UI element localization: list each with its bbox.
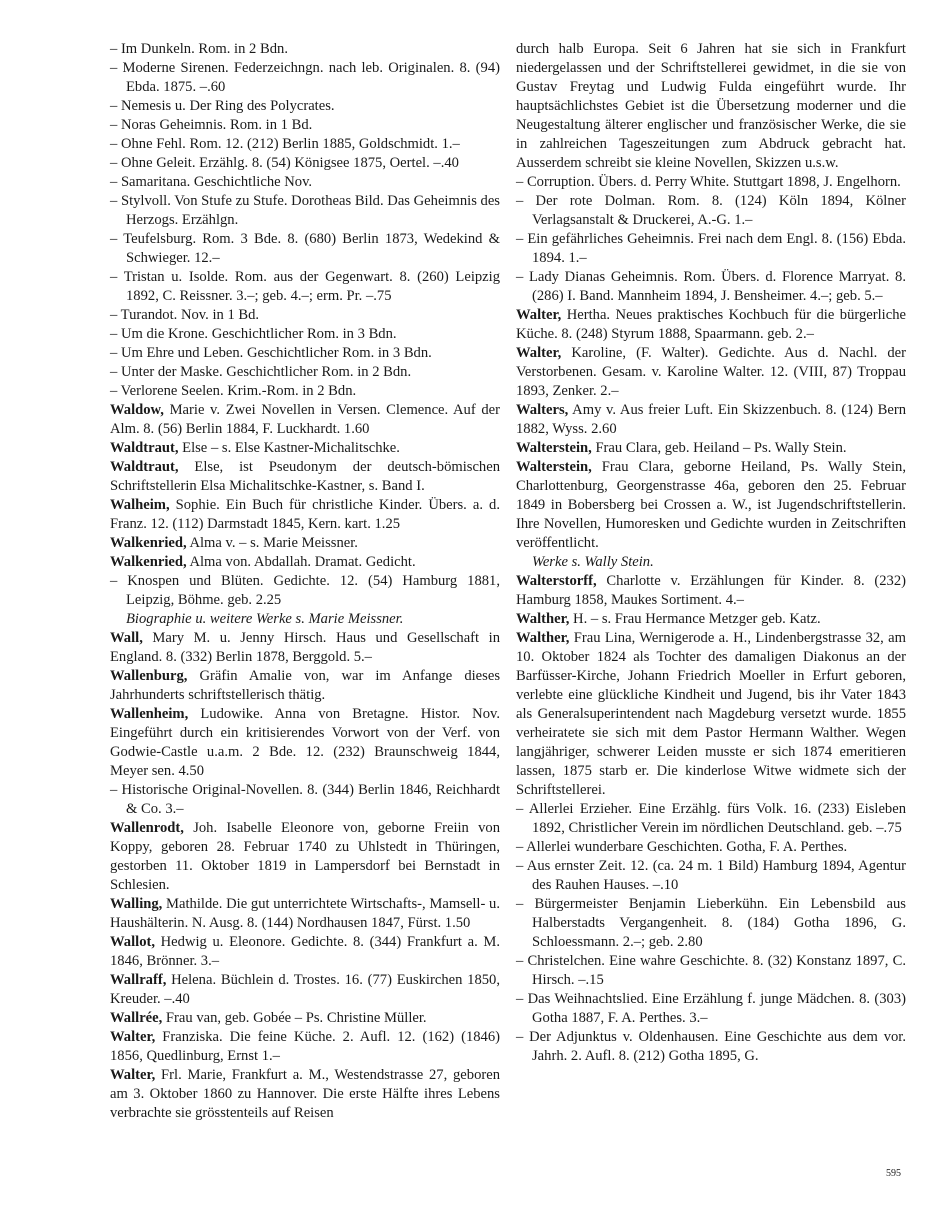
entry bbox=[110, 439, 500, 458]
entry bbox=[110, 401, 500, 439]
work-item: – Im Dunkeln. Rom. in 2 Bdn. bbox=[110, 41, 288, 57]
entry bbox=[516, 610, 906, 629]
work-item: – Moderne Sirenen. Federzeichngn. nach leb. Originalen. 8. (94) Ebda. 1875. –.60 bbox=[110, 60, 500, 95]
entry-text: Mathilde. Die gut unterrichtete Wirtschafts-, Mamsell- u. Haushälterin. N. Ausg. 8. (144) Nordhausen 1847, Fürst. 1.50 bbox=[110, 896, 500, 931]
work-item: – Ohne Geleit. Erzählg. 8. (54) Königsee 1875, Oertel. –.40 bbox=[110, 155, 459, 171]
entry bbox=[110, 667, 500, 705]
entry-text: Helena. Büchlein d. Trostes. 16. (77) Euskirchen 1850, Kreuder. –.40 bbox=[110, 972, 500, 1007]
entry-text: Hedwig u. Eleonore. Gedichte. 8. (344) Frankfurt a. M. 1846, Brönner. 3.– bbox=[110, 934, 500, 969]
entry-text: Frau Clara, geborne Heiland, Ps. Wally Stein, Charlottenburg, Georgenstrasse 46a, geboren den 25. Februar 1849 in Bobersberg bei Crossen a. W., ist Jugendschriftstellerin. Ihre Novellen, Humoresken und Gedichte wurden in Zeitschriften veröffentlicht. bbox=[516, 459, 906, 551]
entry bbox=[516, 401, 906, 439]
page-number: 595 bbox=[886, 1168, 901, 1179]
entry-headword: Wallenrodt, bbox=[110, 820, 184, 836]
right-column bbox=[516, 40, 906, 1066]
entry-text: Hertha. Neues praktisches Kochbuch für die bürgerliche Küche. 8. (248) Styrum 1888, Spaarmann. geb. 2.– bbox=[516, 307, 906, 342]
entry-text: Alma v. – s. Marie Meissner. bbox=[186, 535, 358, 551]
entry-text: Amy v. Aus freier Luft. Ein Skizzenbuch. 8. (124) Bern 1882, Wyss. 2.60 bbox=[516, 402, 906, 437]
work-item: – Allerlei wunderbare Geschichten. Gotha, F. A. Perthes. bbox=[516, 839, 848, 855]
cross-reference-note: Werke s. Wally Stein. bbox=[532, 554, 654, 570]
work-item: – Christelchen. Eine wahre Geschichte. 8. (32) Konstanz 1897, C. Hirsch. –.15 bbox=[516, 953, 906, 988]
entry-headword: Walter, bbox=[516, 345, 562, 361]
entry-text: Mary M. u. Jenny Hirsch. Haus und Gesellschaft in England. 8. (332) Berlin 1878, Berggold. 5.– bbox=[110, 630, 500, 665]
entry-text: Karoline, (F. Walter). Gedichte. Aus d. Nachl. der Verstorbenen. Gesam. v. Karoline Walter. 12. (VIII, 87) Troppau 1893, Zenker. 2.– bbox=[516, 345, 906, 399]
entry-headword: Walterstein, bbox=[516, 459, 592, 475]
entry-headword: Walter, bbox=[110, 1029, 156, 1045]
entry bbox=[110, 971, 500, 1009]
entry bbox=[516, 40, 906, 173]
entry-headword: Waldow, bbox=[110, 402, 164, 418]
entry-text: durch halb Europa. Seit 6 Jahren hat sie sich in Frankfurt niedergelassen und der Schriftstellerei gewidmet, in die sie von Gustav Freytag und Ludwig Fulda eingeführt wurde. Ihr hauptsächlichstes Gebiet ist die Übersetzung moderner und die Neugestaltung älterer englischer und französischer Werke, die sie in zahlreichen Tageszeitungen zum Abdruck gebracht hat. Ausserdem schreibt sie kleine Novellen, Skizzen u.s.w. bbox=[516, 41, 906, 171]
entry bbox=[110, 705, 500, 781]
cross-reference-note: Biographie u. weitere Werke s. Marie Meissner. bbox=[126, 611, 404, 627]
work-item: – Der rote Dolman. Rom. 8. (124) Köln 1894, Kölner Verlagsanstalt & Druckerei, A.-G. 1.– bbox=[516, 193, 906, 228]
entry bbox=[516, 439, 906, 458]
entry-headword: Wallot, bbox=[110, 934, 155, 950]
entry bbox=[516, 344, 906, 401]
entry-text: Joh. Isabelle Eleonore von, geborne Freiin von Koppy, geboren 28. Februar 1740 zu Uhlstedt in Thüringen, gestorben 11. Oktober 1819 in Lampersdorf bei Bernstadt in Schlesien. bbox=[110, 820, 500, 893]
entry bbox=[110, 496, 500, 534]
entry-headword: Wallraff, bbox=[110, 972, 167, 988]
entry-headword: Walling, bbox=[110, 896, 163, 912]
work-item: – Um die Krone. Geschichtlicher Rom. in 3 Bdn. bbox=[110, 326, 397, 342]
entry-headword: Wallrée, bbox=[110, 1010, 163, 1026]
entry-text: H. – s. Frau Hermance Metzger geb. Katz. bbox=[569, 611, 821, 627]
entry bbox=[110, 1028, 500, 1066]
work-item: – Knospen und Blüten. Gedichte. 12. (54) Hamburg 1881, Leipzig, Böhme. geb. 2.25 bbox=[110, 573, 500, 608]
work-item: – Nemesis u. Der Ring des Polycrates. bbox=[110, 98, 335, 114]
work-item: – Bürgermeister Benjamin Lieberkühn. Ein Lebensbild aus Halberstadts Vergangenheit. 8. (184) Gotha 1896, G. Schloessmann. 2.–; geb. 2.80 bbox=[516, 896, 906, 950]
entry-text: Charlotte v. Erzählungen für Kinder. 8. (232) Hamburg 1858, Maukes Sortiment. 4.– bbox=[516, 573, 906, 608]
work-item: – Um Ehre und Leben. Geschichtlicher Rom. in 3 Bdn. bbox=[110, 345, 432, 361]
entry-headword: Walterstein, bbox=[516, 440, 592, 456]
work-item: – Ein gefährliches Geheimnis. Frei nach dem Engl. 8. (156) Ebda. 1894. 1.– bbox=[516, 231, 906, 266]
entry-headword: Wall, bbox=[110, 630, 143, 646]
entry-headword: Waldtraut, bbox=[110, 459, 179, 475]
entry bbox=[516, 572, 906, 610]
work-item: – Der Adjunktus v. Oldenhausen. Eine Geschichte aus dem vor. Jahrh. 2. Aufl. 8. (212) Gotha 1895, G. bbox=[516, 1029, 906, 1064]
entry-headword: Walheim, bbox=[110, 497, 170, 513]
entry-headword: Waldtraut, bbox=[110, 440, 179, 456]
entry-text: Else, ist Pseudonym der deutsch-bömischen Schriftstellerin Elsa Michalitschke-Kastner, s. Band I. bbox=[110, 459, 500, 494]
work-item: – Teufelsburg. Rom. 3 Bde. 8. (680) Berlin 1873, Wedekind & Schwieger. 12.– bbox=[110, 231, 500, 266]
work-item: – Aus ernster Zeit. 12. (ca. 24 m. 1 Bild) Hamburg 1894, Agentur des Rauhen Hauses. –.10 bbox=[516, 858, 906, 893]
entry-text: Frau Lina, Wernigerode a. H., Lindenbergstrasse 32, am 10. Oktober 1824 als Tochter des damaligen Diakonus an der Barfüsser-Kirche, Johann Friedrich Moeller in Erfurt geboren, verlebte eine glückliche Kindheit und Jugend, bis ihr Vater 1843 als Generalsuperintendent nach Magdeburg versetzt wurde. 1855 verheiratete sie sich mit dem Pastor Hermann Walther. Wegen langjähriger, schwerer Leiden musste er sich 1874 emeritieren lassen, 1875 starb er. Die kinderlose Witwe widmete sich der Schriftstellerei. bbox=[516, 630, 906, 798]
entry bbox=[110, 629, 500, 667]
entry-text: Marie v. Zwei Novellen in Versen. Clemence. Auf der Alm. 8. (56) Berlin 1884, F. Luckhardt. 1.60 bbox=[110, 402, 500, 437]
entry-text: Sophie. Ein Buch für christliche Kinder. Übers. a. d. Franz. 12. (112) Darmstadt 1845, Kern. kart. 1.25 bbox=[110, 497, 500, 532]
work-item: – Lady Dianas Geheimnis. Rom. Übers. d. Florence Marryat. 8. (286) I. Band. Mannheim 1894, J. Bensheimer. 4.–; geb. 5.– bbox=[516, 269, 906, 304]
entry-headword: Walterstorff, bbox=[516, 573, 597, 589]
entry-headword: Walkenried, bbox=[110, 535, 187, 551]
entry bbox=[110, 819, 500, 895]
work-item: – Tristan u. Isolde. Rom. aus der Gegenwart. 8. (260) Leipzig 1892, C. Reissner. 3.–; geb. 4.–; erm. Pr. –.75 bbox=[110, 269, 500, 304]
entry-text: Alma von. Abdallah. Dramat. Gedicht. bbox=[186, 554, 416, 570]
entry bbox=[110, 534, 500, 553]
entry bbox=[110, 553, 500, 572]
entry bbox=[110, 933, 500, 971]
entry bbox=[110, 458, 500, 496]
entry bbox=[110, 1009, 500, 1028]
work-item: – Ohne Fehl. Rom. 12. (212) Berlin 1885, Goldschmidt. 1.– bbox=[110, 136, 460, 152]
work-item: – Das Weihnachtslied. Eine Erzählung f. junge Mädchen. 8. (303) Gotha 1887, F. A. Perthes. 3.– bbox=[516, 991, 906, 1026]
entry-text: Frau Clara, geb. Heiland – Ps. Wally Stein. bbox=[591, 440, 847, 456]
entry-text: Else – s. Else Kastner-Michalitschke. bbox=[178, 440, 400, 456]
entry-headword: Walther, bbox=[516, 611, 570, 627]
entry bbox=[110, 1066, 500, 1123]
work-item: – Verlorene Seelen. Krim.-Rom. in 2 Bdn. bbox=[110, 383, 357, 399]
entry bbox=[110, 895, 500, 933]
left-column bbox=[110, 40, 500, 1123]
entry-headword: Walters, bbox=[516, 402, 569, 418]
entry-headword: Wallenheim, bbox=[110, 706, 189, 722]
entry-text: Frau van, geb. Gobée – Ps. Christine Müller. bbox=[162, 1010, 427, 1026]
work-item: – Samaritana. Geschichtliche Nov. bbox=[110, 174, 313, 190]
work-item: – Allerlei Erzieher. Eine Erzählg. fürs Volk. 16. (233) Eisleben 1892, Christlicher Verein im nördlichen Deutschland. geb. –.75 bbox=[516, 801, 906, 836]
entry-headword: Walther, bbox=[516, 630, 570, 646]
work-item: – Stylvoll. Von Stufe zu Stufe. Dorotheas Bild. Das Geheimnis des Herzogs. Erzählgn. bbox=[110, 193, 500, 228]
entry-text: Franziska. Die feine Küche. 2. Aufl. 12. (162) (1846) 1856, Quedlinburg, Ernst 1.– bbox=[110, 1029, 500, 1064]
entry bbox=[516, 629, 906, 800]
work-item: – Historische Original-Novellen. 8. (344) Berlin 1846, Reichhardt & Co. 3.– bbox=[110, 782, 500, 817]
entry-headword: Walter, bbox=[110, 1067, 156, 1083]
entry-text: Ludowike. Anna von Bretagne. Histor. Nov. Eingeführt durch ein kritisierendes Vorwort von der Verf. von Godwie-Castle u.a.m. 2 Bde. 12. (232) Braunschweig 1844, Meyer sen. 4.50 bbox=[110, 706, 500, 779]
work-item: – Unter der Maske. Geschichtlicher Rom. in 2 Bdn. bbox=[110, 364, 412, 380]
entry-headword: Walkenried, bbox=[110, 554, 187, 570]
entry-text: Frl. Marie, Frankfurt a. M., Westendstrasse 27, geboren am 3. Oktober 1860 zu Hannover. Die erste Hälfte ihres Lebens verbrachte sie grösstenteils auf Reisen bbox=[110, 1067, 500, 1121]
entry-headword: Wallenburg, bbox=[110, 668, 188, 684]
work-item: – Corruption. Übers. d. Perry White. Stuttgart 1898, J. Engelhorn. bbox=[516, 174, 901, 190]
entry bbox=[516, 458, 906, 553]
entry-text: Gräfin Amalie von, war im Anfange dieses Jahrhunderts schriftstellerisch thätig. bbox=[110, 668, 500, 703]
entry-headword: Walter, bbox=[516, 307, 562, 323]
work-item: – Turandot. Nov. in 1 Bd. bbox=[110, 307, 260, 323]
entry bbox=[516, 306, 906, 344]
work-item: – Noras Geheimnis. Rom. in 1 Bd. bbox=[110, 117, 313, 133]
